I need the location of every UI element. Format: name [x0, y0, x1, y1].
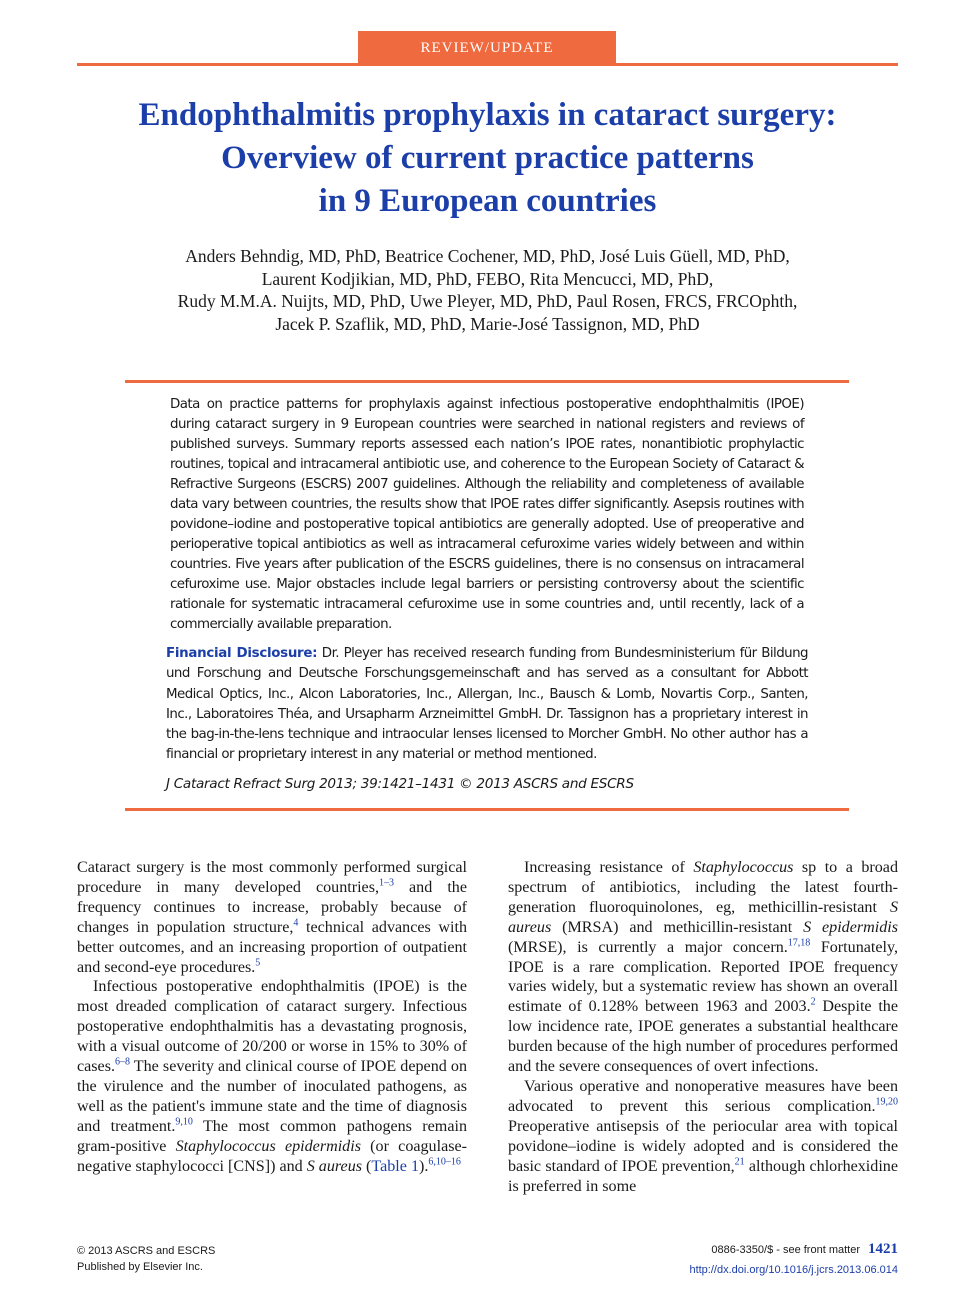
- abstract-top-rule: [125, 380, 849, 383]
- section-tag: REVIEW/UPDATE: [358, 31, 616, 66]
- paragraph: Infectious postoperative endophthalmitis (IPOE) is the most dreaded complication of cataract surgery. Infectious postoperative endophthalmitis has a devastating prognosis, with a visual outcome of 20/200 or worse in 15% to 30% of cases.$^{6-8}$ The severity and clinical course of IPOE depend on the virulence and the number of inoculated pathogens, as well as the patient's immune state and the time of diagnosis and treatment.$^{9,10}$ The most common pathogens remain gram-positive Staphylococcus epidermidis (or coagulase-negative staphylococci [CNS]) and S aureus (Table 1).$^{6,10-16}$: [77, 978, 467, 1175]
- author-line: Jacek P. Szaflik, MD, PhD, Marie-José Tassignon, MD, PhD: [275, 313, 700, 334]
- issn: 0886-3350/$ - see front matter: [711, 1244, 860, 1256]
- table-link[interactable]: Table 1: [371, 1157, 419, 1175]
- author-line: Laurent Kodjikian, MD, PhD, FEBO, Rita Mencucci, MD, PhD,: [261, 268, 714, 289]
- reference-link[interactable]: 17,18: [787, 937, 811, 949]
- reference-link[interactable]: 6,10–16: [428, 1156, 461, 1168]
- footer-right: [689, 1239, 898, 1280]
- financial-disclosure: [166, 644, 808, 766]
- copyright: © 2013 ASCRS and ESCRS: [77, 1245, 216, 1257]
- abstract-bottom-rule: [125, 808, 849, 811]
- disclosure-label: Financial Disclosure:: [166, 646, 318, 661]
- reference-link[interactable]: 21: [734, 1156, 745, 1168]
- publisher: Published by Elsevier Inc.: [77, 1261, 203, 1273]
- footer-left: [77, 1243, 215, 1275]
- reference-link[interactable]: 5: [255, 957, 261, 969]
- reference-link[interactable]: 9,10: [175, 1116, 193, 1128]
- journal-citation: J Cataract Refract Surg 2013; 39:1421–1431 © 2013 ASCRS and ESCRS: [166, 776, 634, 792]
- reference-link[interactable]: 1–3: [378, 877, 394, 889]
- author-line: Rudy M.M.A. Nuijts, MD, PhD, Uwe Pleyer, MD, PhD, Paul Rosen, FRCS, FRCOphth,: [177, 291, 798, 311]
- reference-link[interactable]: 2: [810, 996, 816, 1008]
- paragraph: Various operative and nonoperative measures have been advocated to prevent this serious complication.$^{19,20}$ Preoperative antisepsis of the periocular area with topical povidone–iodine is widely adopted and is considered the basic standard of IPOE prevention,$^{21}$ although chlorhexidine is preferred in some: [508, 1077, 898, 1195]
- disclosure-text: Dr. Pleyer has received research funding from Bundesministerium für Bildung und Forschung and Deutsche Forschungsgemeinschaft and has served as a consultant for Abbott Medical Optics, Inc., Alcon Laboratories, Inc., Allergan, Inc., Bausch & Lomb, Novartis Corp., Santen, Inc., Laboratoires Théa, and Ursapharm Arzneimittel GmbH. Dr. Tassignon has a proprietary interest in the bag-in-the-lens technique and intraocular lenses licensed to Morcher GmbH. No other author has a financial or proprietary interest in any material or method mentioned.: [166, 646, 808, 763]
- body-column-right: [508, 858, 898, 1196]
- author-list: [60, 245, 915, 335]
- author-line: Anders Behndig, MD, PhD, Beatrice Cochener, MD, PhD, José Luis Güell, MD, PhD,: [185, 246, 790, 266]
- page-number: 1421: [868, 1241, 898, 1257]
- reference-link[interactable]: 6–8: [114, 1056, 130, 1068]
- body-column-left: [77, 858, 467, 1177]
- title-line: Endophthalmitis prophylaxis in cataract surgery:: [138, 97, 837, 133]
- abstract: Data on practice patterns for prophylaxis against infectious postoperative endophthalmitis (IPOE) during cataract surgery in 9 European countries were searched in national registers and reviews of published surveys. Summary reports assessed each nation’s IPOE rates, nonantibiotic prophylactic routines, topical and intracameral antibiotic use, and coherence to the European Society of Cataract & Refractive Surgeons (ESCRS) 2007 guidelines. Although the reliability and completeness of available data vary between countries, the results show that IPOE rates differ significantly. Asepsis routines with povidone–iodine and postoperative topical antibiotics are generally adopted. Use of preoperative and perioperative topical antibiotics as well as intracameral cefuroxime varies widely between and within countries. Five years after publication of the ESCRS guidelines, there is no consensus on intracameral cefuroxime use. Major obstacles include legal barriers or persisting controversy about the scientific rationale for systematic intracameral cefuroxime use in some countries and, until recently, lack of a commercially available preparation.: [170, 397, 804, 632]
- title-line: Overview of current practice patterns: [221, 140, 754, 176]
- paragraph: Increasing resistance of Staphylococcus sp to a broad spectrum of antibiotics, including the latest fourth-generation fluoroquinolones, eg, methicillin-resistant S aureus (MRSA) and methicillin-resistant S epidermidis (MRSE), is currently a major concern.$^{17,18}$ Fortunately, IPOE is a rare complication. Reported IPOE frequency varies widely, but a systematic review has shown an overall estimate of 0.128% between 1963 and 2003.$^2$ Despite the low incidence rate, IPOE generates a substantial healthcare burden because of the high number of procedures performed and the severe consequences of overt infections.: [508, 859, 899, 1076]
- title-line: in 9 European countries: [318, 183, 657, 219]
- doi-link[interactable]: http://dx.doi.org/10.1016/j.jcrs.2013.06.014: [689, 1264, 898, 1276]
- article-title: [60, 94, 915, 223]
- reference-link[interactable]: 4: [293, 917, 299, 929]
- paragraph: Cataract surgery is the most commonly performed surgical procedure in many developed countries,$^{1-3}$ and the frequency continues to increase, probably because of changes in population structure,$^4$ technical advances with better outcomes, and an increasing proportion of outpatient and second-eye procedures.$^5$: [77, 859, 467, 976]
- reference-link[interactable]: 19,20: [875, 1096, 898, 1108]
